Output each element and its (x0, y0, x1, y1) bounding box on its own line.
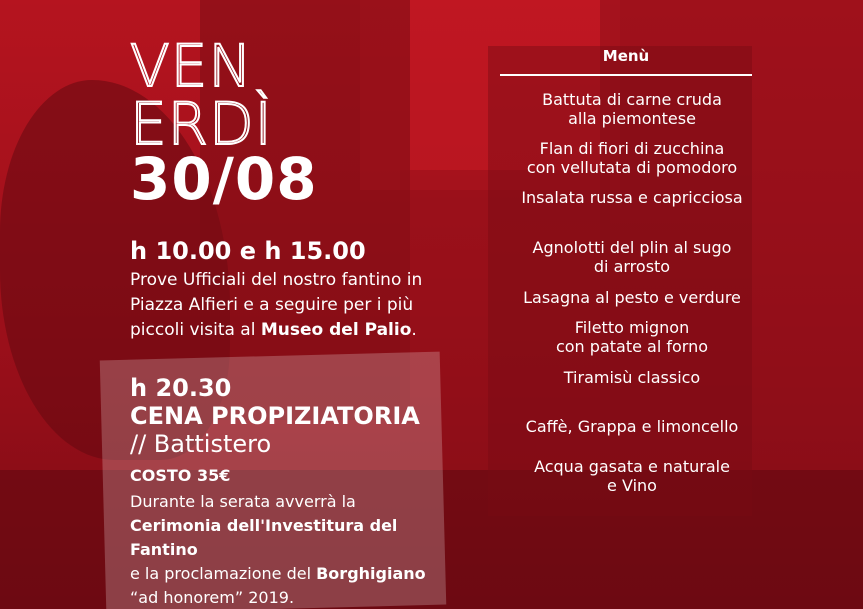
menu-item: Agnolotti del plin al sugo di arrosto (532, 238, 732, 276)
honorary-title: Borghigiano (316, 564, 426, 583)
menu-item: Flan di fiori di zucchina con vellutata di pomodoro (526, 139, 738, 177)
weekday-line-2: ERDÌ (130, 90, 273, 158)
morning-desc-end: . (411, 320, 417, 340)
dinner-location: // Battistero (130, 430, 272, 458)
morning-time: h 10.00 e h 15.00 (130, 237, 366, 265)
dinner-title: CENA PROPIZIATORIA (130, 402, 420, 430)
dinner-time: h 20.30 (130, 374, 232, 402)
menu-title: Menù (602, 47, 650, 65)
menu-item: Acqua gasata e naturale e Vino (534, 457, 730, 495)
dinner-description (130, 490, 470, 609)
menu-item: Tiramisù classico (563, 368, 701, 387)
menu-divider (500, 74, 752, 76)
museum-name: Museo del Palio (260, 320, 412, 340)
menu-item: Lasagna al pesto e verdure (523, 288, 741, 307)
dinner-desc-3: “ad honorem” 2019. (130, 588, 295, 607)
dinner-desc-2: e la proclamazione del (130, 564, 317, 583)
menu-item: Insalata russa e capricciosa (521, 188, 743, 207)
dinner-desc-1: Durante la serata avverrà la (130, 492, 356, 511)
ceremony-name: Cerimonia dell'Investitura del Fantino (130, 516, 398, 559)
dinner-cost: COSTO 35€ (130, 466, 231, 485)
menu-item: Caffè, Grappa e limoncello (525, 417, 739, 436)
menu-item: Filetto mignon con patate al forno (555, 318, 709, 356)
morning-description (130, 268, 460, 343)
menu-item: Battuta di carne cruda alla piemontese (542, 90, 722, 128)
weekday-line-1: VEN (130, 32, 253, 100)
morning-desc-text: Prove Ufficiali del nostro fantino in Piazza Alfieri e a seguire per i più piccoli visita al (130, 270, 423, 340)
event-date: 30/08 (130, 145, 318, 213)
